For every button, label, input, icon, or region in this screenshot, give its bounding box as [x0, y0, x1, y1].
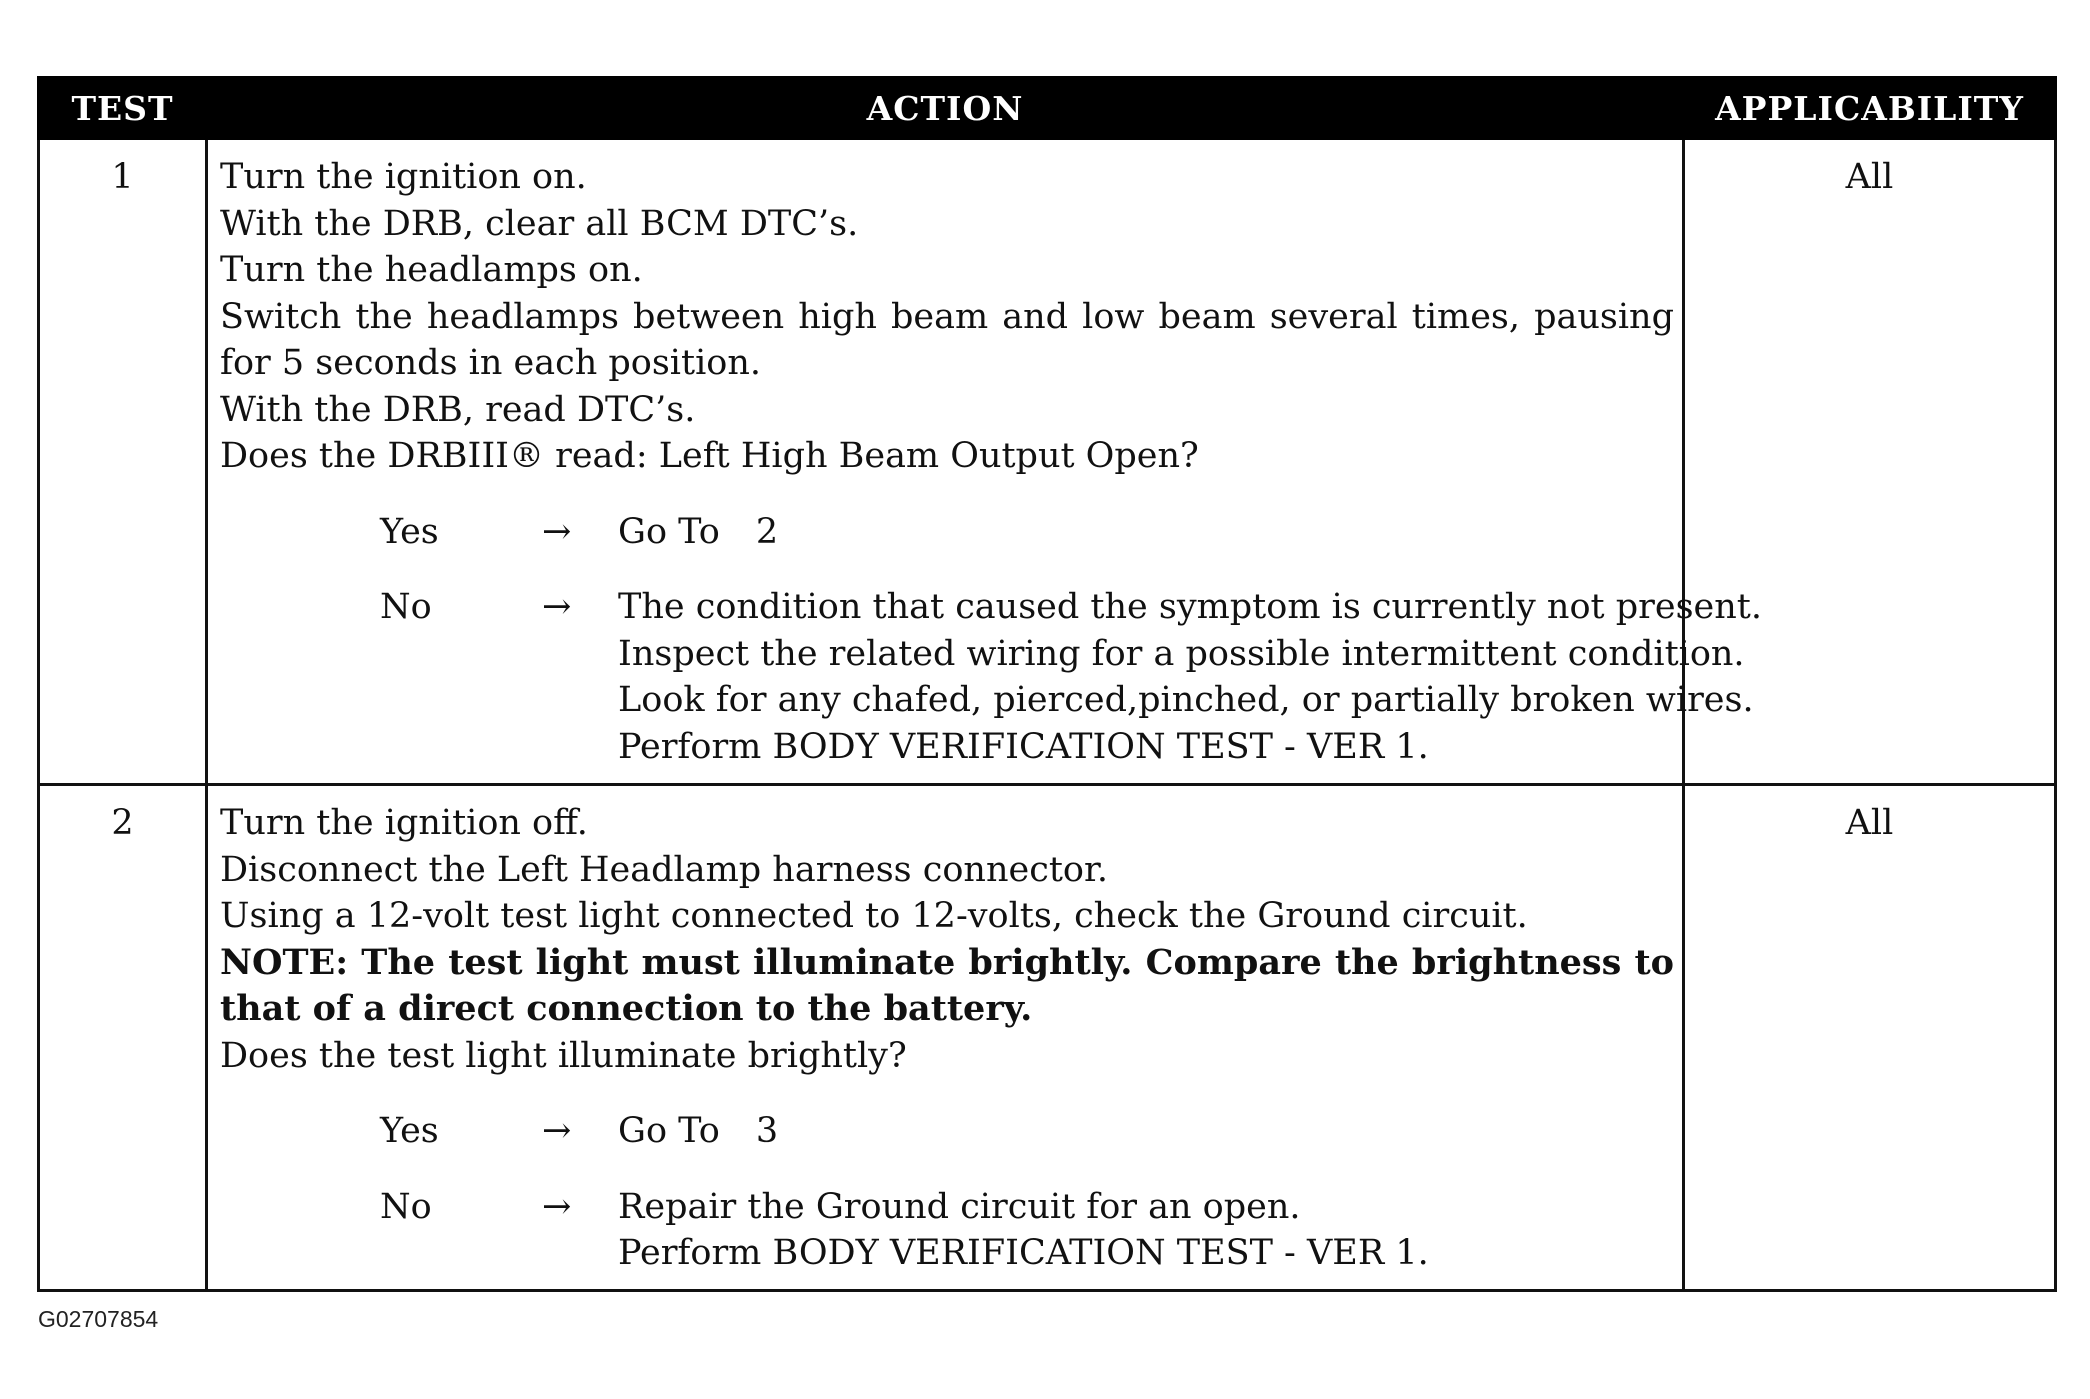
no-result-line: Inspect the related wiring for a possible intermittent condition. [618, 633, 1745, 674]
action-cell [207, 139, 1762, 785]
no-result-line: The condition that caused the symptom is currently not present. [618, 587, 1762, 627]
arrow-icon: → [542, 511, 572, 552]
goto-step-link[interactable]: 3 [755, 1111, 779, 1151]
yes-result [618, 1108, 1674, 1155]
action-question: Does the test light illuminate brightly? [220, 1035, 907, 1076]
yes-label: Yes [380, 511, 439, 552]
arrow-icon: → [542, 1111, 572, 1151]
no-result-line: Repair the Ground circuit for an open. [618, 1186, 1301, 1227]
no-label: No [380, 587, 432, 627]
no-result-line: Perform BODY VERIFICATION TEST - VER 1. [618, 1233, 1429, 1273]
table-body [39, 139, 2056, 1291]
yes-answer [220, 509, 1674, 556]
goto-text: Go To [618, 1111, 720, 1151]
no-result-line: Look for any chafed, pierced,pinched, or partially broken wires. [618, 680, 1754, 720]
no-result [618, 1184, 1674, 1277]
action-cell [207, 785, 1684, 1291]
goto-text: Go To [618, 511, 720, 552]
arrow-icon: → [542, 1186, 572, 1227]
test-number-cell: 1 [39, 139, 207, 785]
applicability-cell: All [1684, 139, 2056, 785]
figure-id: G02707854 [38, 1306, 159, 1332]
header-row [39, 78, 2056, 139]
table-row [39, 785, 2056, 1291]
action-step: Turn the headlamps on. [220, 250, 643, 290]
action-step: Turn the ignition off. [220, 803, 588, 843]
no-label: No [380, 1186, 432, 1227]
yes-answer [220, 1108, 1674, 1155]
table-header [39, 78, 2056, 139]
table-row [39, 139, 2056, 785]
action-note: NOTE: The test light must illuminate brightly. Compare the brightness to that of a direct connection to the battery. [220, 941, 1674, 1029]
applicability-cell: All [1684, 785, 2056, 1291]
arrow-icon: → [542, 587, 572, 627]
action-question: Does the DRBIII® read: Left High Beam Output Open? [220, 436, 1199, 476]
goto-step-link[interactable]: 2 [755, 511, 779, 552]
header-test: TEST [39, 78, 207, 139]
diagnostic-test-table [37, 76, 2057, 1292]
yes-result [618, 509, 1674, 556]
no-answer [220, 584, 1762, 770]
no-result-line: Perform BODY VERIFICATION TEST - VER 1. [618, 726, 1429, 767]
action-step: With the DRB, read DTC’s. [220, 389, 696, 430]
action-step: Using a 12-volt test light connected to 12-volts, check the Ground circuit. [220, 896, 1528, 936]
action-step: Turn the ignition on. [220, 157, 587, 197]
header-action: ACTION [207, 78, 1684, 139]
test-number-cell: 2 [39, 785, 207, 1291]
no-answer [220, 1184, 1674, 1277]
action-step: Switch the headlamps between high beam and low beam several times, pausing for 5 seconds in each position. [220, 296, 1674, 383]
header-applicability: APPLICABILITY [1684, 78, 2056, 139]
action-step: Disconnect the Left Headlamp harness connector. [220, 849, 1108, 890]
no-result [618, 584, 1762, 770]
yes-label: Yes [380, 1111, 439, 1151]
action-step: With the DRB, clear all BCM DTC’s. [220, 203, 859, 244]
